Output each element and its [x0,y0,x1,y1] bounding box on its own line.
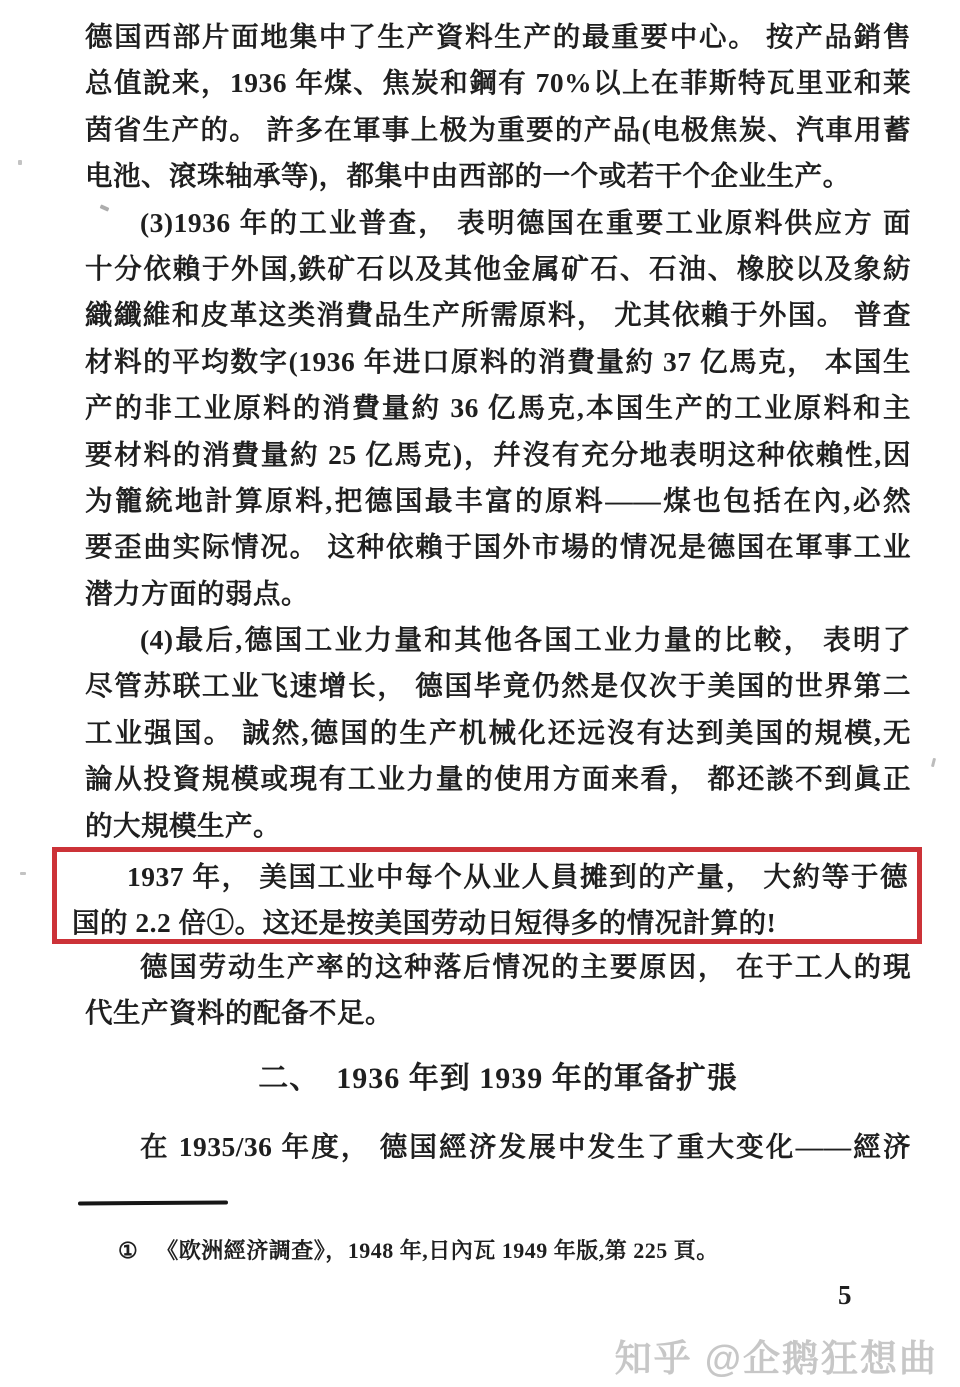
text-line: 要歪曲实际情况。 这种依賴于国外市場的情况是德国在軍事工业 [85,531,911,563]
highlighted-text-line: 国的 2.2 倍①。这还是按美国劳动日短得多的情况計算的! [72,907,777,939]
body-text-column [85,14,911,849]
section-intro-column [85,1124,911,1170]
footnote-text: 《欧洲經济調查》，1948 年,日內瓦 1949 年版,第 225 頁。 [156,1238,719,1263]
text-line: 要材料的消費量約 25 亿馬克)，幷沒有充分地表明这种依賴性,因 [85,438,911,470]
red-highlight-box [52,847,922,944]
text-line: 的大規模生产。 [85,809,281,841]
text-line: 德国西部片面地集中了生产資料生产的最重要中心。 按产品銷售 [85,21,911,52]
watermark: 知乎 @企鹅狂想曲 [614,1338,938,1379]
scan-speck [18,160,22,165]
text-line: (3)1936 年的工业普查， 表明德国在重要工业原料供应方 面 [140,206,911,238]
page-number: 5 [838,1280,852,1310]
section-heading: 二、 1936 年到 1939 年的軍备扩張 [258,1062,738,1095]
footnote-marker: ① [118,1238,139,1263]
after-highlight-column [85,944,911,1037]
text-line: 工业强国。 誠然,德国的生产机械化还远沒有达到美国的規模,无 [85,716,911,748]
text-line: 代生产資料的配备不足。 [85,997,393,1029]
text-line: 織纖維和皮革这类消費品生产所需原料， 尤其依賴于外国。 普查 [85,299,911,331]
text-line: 尽管苏联工业飞速增长， 德国毕竟仍然是仅次于美国的世界第二 [85,670,911,702]
text-line: 为籠統地計算原料,把德国最丰富的原料——煤也包括在內,必然 [85,484,911,516]
text-line: 材料的平均数字(1936 年进口原料的消費量約 37 亿馬克， 本国生 [85,345,911,377]
scan-speck [20,872,26,875]
highlighted-text-line: 1937 年， 美国工业中每个从业人員摊到的产量， 大約等于德 [127,861,908,892]
footnote [118,1236,878,1266]
text-line: (4)最后,德国工业力量和其他各国工业力量的比較， 表明了 [140,624,911,656]
text-line: 德国劳动生产率的这种落后情况的主要原因， 在于工人的現 [140,951,911,982]
text-line: 产的非工业原料的消費量約 36 亿馬克,本国生产的工业原料和主 [85,392,911,424]
text-line: 茵省生产的。 許多在軍事上极为重要的产品(电极焦炭、汽車用蓄 [85,113,911,145]
text-line: 在 1935/36 年度， 德国經济发展中发生了重大变化——經济 [140,1131,911,1162]
text-line: 論从投資規模或現有工业力量的使用方面来看， 都还談不到眞正 [85,763,911,795]
text-line: 十分依賴于外国,鉄矿石以及其他金属矿石、石油、橡胶以及象紡 [85,252,911,284]
text-line: 总值說来，1936 年煤、焦炭和鋼有 70%以上在菲斯特瓦里亚和莱 [85,67,911,99]
scan-speck [931,758,936,767]
text-line: 电池、滾珠轴承等)，都集中由西部的一个或若干个企业生产。 [85,160,851,192]
footnote-rule [78,1200,228,1205]
text-line: 潜力方面的弱点。 [85,577,309,609]
